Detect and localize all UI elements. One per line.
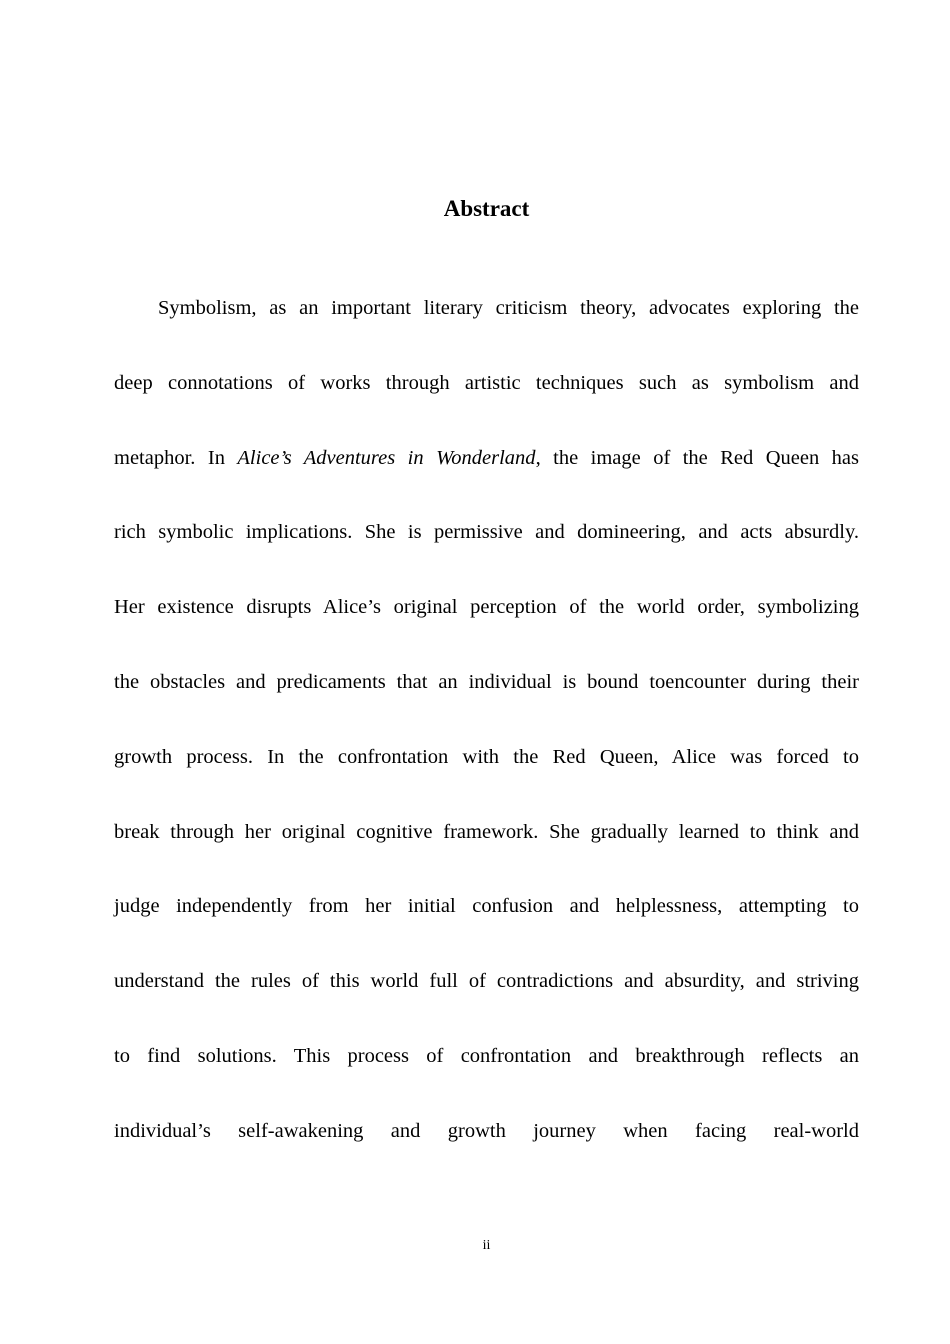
- abstract-line-11: to find solutions. This process of confrontation and breakthrough reflects an: [114, 1044, 859, 1067]
- abstract-line-3: [114, 438, 859, 513]
- abstract-body: [114, 288, 859, 1186]
- abstract-line-4: rich symbolic implications. She is permissive and domineering, and acts absurdly.: [114, 521, 859, 544]
- abstract-line-7: growth process. In the confrontation with the Red Queen, Alice was forced to: [114, 745, 859, 768]
- line-3-prefix: metaphor. In: [114, 446, 238, 469]
- abstract-line-2: deep connotations of works through artistic techniques such as symbolism and: [114, 371, 859, 394]
- abstract-line-1: Symbolism, as an important literary criticism theory, advocates exploring the: [158, 297, 859, 319]
- abstract-line-6: the obstacles and predicaments that an individual is bound toencounter during their: [114, 670, 859, 693]
- abstract-line-5: Her existence disrupts Alice’s original perception of the world order, symbolizing: [114, 596, 859, 619]
- abstract-line-10: understand the rules of this world full of contradictions and absurdity, and striving: [114, 970, 859, 993]
- abstract-line-8: break through her original cognitive framework. She gradually learned to think and: [114, 820, 859, 843]
- book-title-italic: Alice’s Adventures in Wonderland: [237, 446, 536, 469]
- abstract-heading: Abstract: [443, 196, 530, 221]
- abstract-line-12: individual’s self-awakening and growth journey when facing real-world: [114, 1119, 859, 1142]
- page-number: ii: [482, 1238, 491, 1253]
- abstract-line-9: judge independently from her initial confusion and helplessness, attempting to: [114, 895, 859, 918]
- line-3-suffix: , the image of the Red Queen has: [535, 446, 859, 469]
